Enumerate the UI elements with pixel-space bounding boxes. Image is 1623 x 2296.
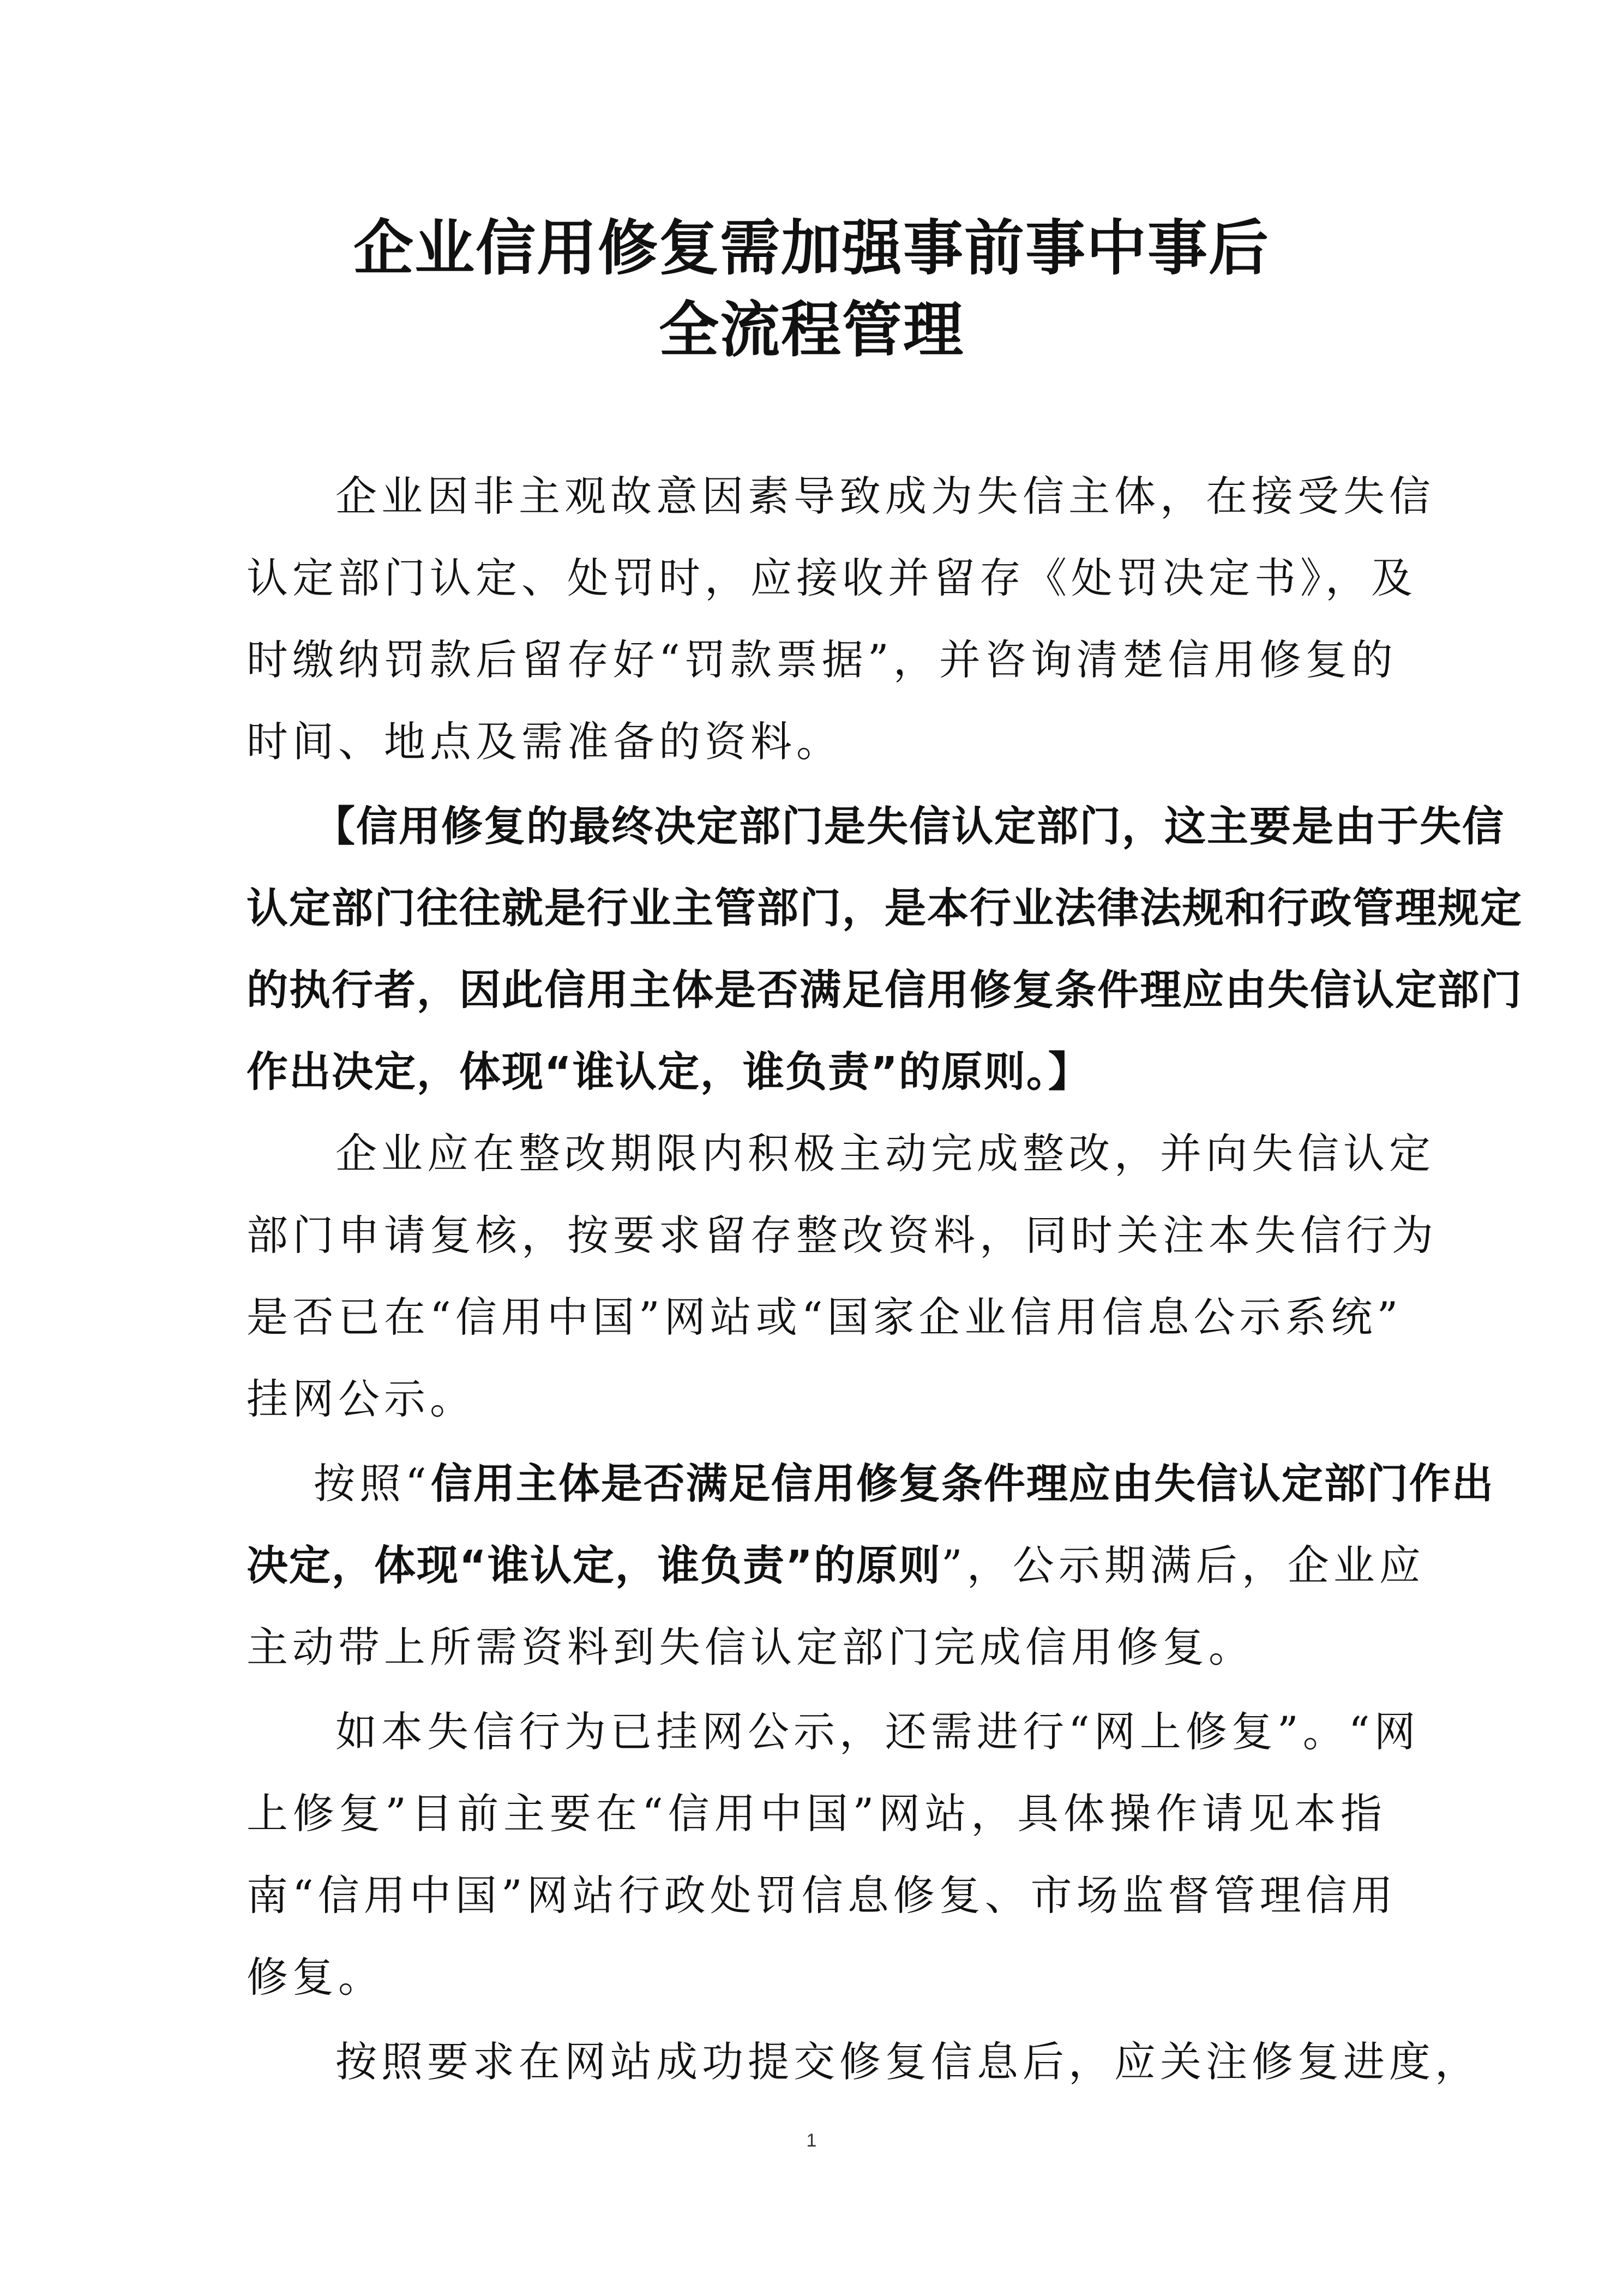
paragraph-5-line-1: 如本失信行为已挂网公示，还需进行“网上修复”。“网 [335,1707,1420,1756]
paragraph-4-line-2 [247,1538,1425,1593]
paragraph-3-line-4: 挂网公示。 [247,1375,476,1423]
paragraph-4-line-2-bold: 决定，体现“谁认定，谁负责”的原则 [247,1541,941,1590]
paragraph-1-line-1: 企业因非主观故意因素导致成为失信主体，在接受失信 [335,472,1435,520]
paragraph-2-line-2: 认定部门往往就是行业主管部门，是本行业法律法规和行政管理规定 [247,884,1523,932]
paragraph-4-line-2-rest: ”，公示期满后，企业应 [941,1541,1425,1590]
paragraph-1-line-2: 认定部门认定、处罚时，应接收并留存《处罚决定书》，及 [247,554,1417,602]
paragraph-4-line-1 [314,1456,1494,1511]
paragraph-6-line-1: 按照要求在网站成功提交修复信息后，应关注修复进度， [335,2037,1481,2086]
paragraph-3-line-3: 是否已在“信用中国”网站或“国家企业信用信息公示系统” [247,1293,1403,1341]
paragraph-2-line-3: 的执行者，因此信用主体是否满足信用修复条件理应由失信认定部门 [247,966,1523,1014]
document-title-line-2: 全流程管理 [659,295,964,365]
paragraph-5-line-4: 修复。 [247,1953,384,2001]
paragraph-2-line-1: 【信用修复的最终决定部门是失信认定部门，这主要是由于失信 [314,802,1505,850]
paragraph-4-line-3: 主动带上所需资料到失信认定部门完成信用修复。 [247,1623,1254,1671]
paragraph-2-line-4: 作出决定，体现“谁认定，谁负责”的原则。】 [247,1047,1091,1096]
paragraph-4-line-1-prefix: 按照“ [314,1459,431,1508]
page-number: 1 [806,2130,817,2151]
paragraph-5-line-3: 南“信用中国”网站行政处罚信息修复、市场监督管理信用 [247,1871,1397,1920]
paragraph-5-line-2: 上修复”目前主要在“信用中国”网站，具体操作请见本指 [247,1789,1386,1838]
paragraph-1-line-3: 时缴纳罚款后留存好“罚款票据”，并咨询清楚信用修复的 [247,636,1397,684]
document-title-line-1: 企业信用修复需加强事前事中事后 [353,213,1270,283]
paragraph-4-line-1-bold: 信用主体是否满足信用修复条件理应由失信认定部门作出 [430,1459,1494,1508]
paragraph-1-line-4: 时间、地点及需准备的资料。 [247,717,842,766]
paragraph-3-line-1: 企业应在整改期限内积极主动完成整改，并向失信认定 [335,1129,1435,1178]
paragraph-3-line-2: 部门申请复核，按要求留存整改资料，同时关注本失信行为 [247,1211,1438,1260]
